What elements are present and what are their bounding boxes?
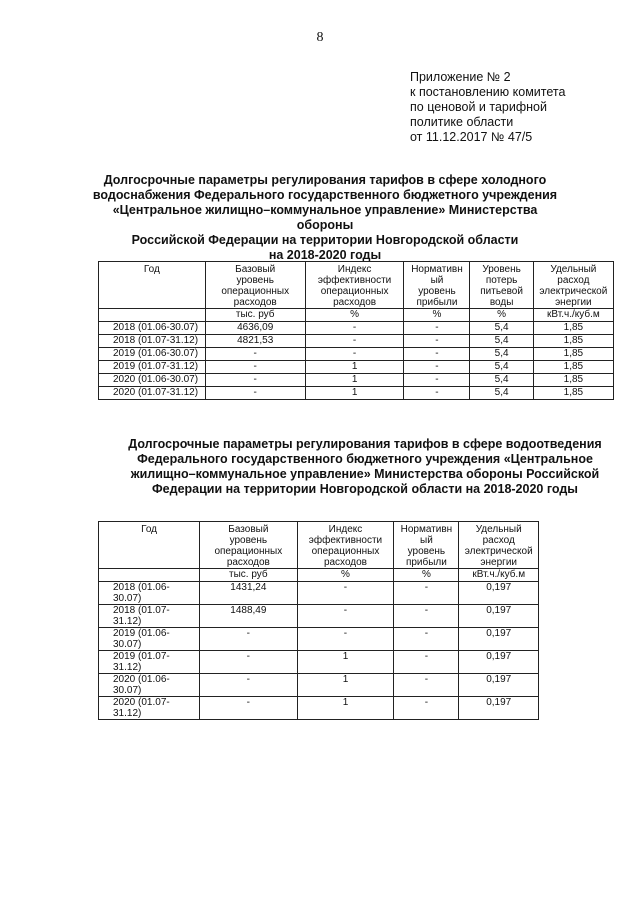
header-line: энергии: [480, 557, 517, 568]
value-cell: 5,4: [470, 361, 533, 374]
header-line: Индекс: [328, 524, 363, 535]
header-line: уровень: [229, 535, 268, 546]
value-cell: 0,197: [459, 628, 539, 651]
unit-cell: %: [305, 309, 404, 322]
value-cell: 1: [305, 374, 404, 387]
value-cell: -: [200, 697, 297, 720]
table-row: [99, 335, 614, 348]
header-line: энергии: [555, 297, 592, 308]
unit-cell: %: [404, 309, 470, 322]
header-line: эффективности: [317, 275, 392, 286]
year-cell: 2019 (01.06-30.07): [99, 348, 206, 361]
value-cell: 0,197: [459, 605, 539, 628]
unit-cell: [99, 309, 206, 322]
section1-title-line: Долгосрочные параметры регулирования тарифов в сфере холодного: [103, 173, 547, 187]
header-line: расходов: [333, 297, 377, 308]
header-line: электрической: [464, 546, 533, 557]
value-cell: -: [305, 348, 404, 361]
year-cell: 2018 (01.06-30.07): [99, 322, 206, 335]
section2-title-line: жилищно–коммунальное управление» Министерства обороны Российской: [130, 467, 600, 481]
value-cell: 5,4: [470, 387, 533, 400]
header-line: воды: [489, 297, 514, 308]
header-electricity: [459, 522, 539, 569]
value-cell: 1,85: [533, 322, 613, 335]
unit-cell: %: [394, 569, 459, 582]
value-cell: -: [404, 322, 470, 335]
wastewater-table: [98, 521, 539, 720]
value-cell: 1,85: [533, 335, 613, 348]
header-line: ый: [420, 535, 433, 546]
header-year: [99, 262, 206, 309]
header-line: Год: [143, 264, 160, 275]
header-line: уровень: [236, 275, 274, 286]
header-line: Уровень: [482, 264, 521, 275]
appendix-line: политике области: [410, 115, 514, 129]
value-cell: 1: [305, 361, 404, 374]
value-cell: -: [205, 387, 305, 400]
value-cell: 1,85: [533, 374, 613, 387]
header-line: Год: [141, 524, 158, 535]
header-line: операционных: [311, 546, 380, 557]
value-cell: 0,197: [459, 582, 539, 605]
section1-title: [90, 173, 560, 263]
table-header-row: [99, 522, 539, 569]
table-row: [99, 651, 539, 674]
header-line: прибыли: [416, 297, 458, 308]
value-cell: 5,4: [470, 374, 533, 387]
value-cell: 1: [297, 651, 394, 674]
appendix-line: от 11.12.2017 № 47/5: [410, 130, 533, 144]
value-cell: -: [404, 374, 470, 387]
unit-cell: тыс. руб: [205, 309, 305, 322]
value-cell: -: [200, 628, 297, 651]
year-cell: 2019 (01.07-31.12): [99, 361, 206, 374]
value-cell: -: [205, 361, 305, 374]
header-line: прибыли: [405, 557, 447, 568]
value-cell: -: [404, 387, 470, 400]
table-row: [99, 387, 614, 400]
year-cell: 2018 (01.06-30.07): [99, 582, 200, 605]
appendix-line: Приложение № 2: [410, 70, 511, 84]
units-row: [99, 569, 539, 582]
header-line: расходов: [233, 297, 277, 308]
unit-cell: [99, 569, 200, 582]
unit-cell: %: [470, 309, 533, 322]
header-line: расходов: [323, 557, 367, 568]
year-cell: 2018 (01.07-31.12): [99, 605, 200, 628]
value-cell: -: [394, 674, 459, 697]
section2-title: [100, 437, 630, 497]
section1-title-line: «Центральное жилищно–коммунальное управление» Министерства обороны: [112, 203, 538, 232]
appendix-block: [410, 70, 630, 145]
header-water-loss: [470, 262, 533, 309]
year-cell: 2020 (01.07-31.12): [99, 387, 206, 400]
header-line: электрической: [539, 286, 608, 297]
section2-title-line: Федерального государственного бюджетного учреждения «Центральное: [137, 452, 593, 466]
value-cell: -: [394, 582, 459, 605]
table-row: [99, 361, 614, 374]
value-cell: 1,85: [533, 348, 613, 361]
value-cell: 0,197: [459, 674, 539, 697]
header-line: уровень: [418, 286, 456, 297]
value-cell: -: [297, 605, 394, 628]
value-cell: 5,4: [470, 348, 533, 361]
year-cell: 2019 (01.06-30.07): [99, 628, 200, 651]
value-cell: 1: [305, 387, 404, 400]
header-base-costs: [200, 522, 297, 569]
value-cell: -: [394, 651, 459, 674]
header-line: Индекс: [337, 264, 372, 275]
value-cell: 4821,53: [205, 335, 305, 348]
header-line: Удельный: [475, 524, 522, 535]
year-cell: 2020 (01.06-30.07): [99, 674, 200, 697]
header-line: расход: [557, 275, 590, 286]
value-cell: -: [394, 605, 459, 628]
unit-cell: кВт.ч./куб.м: [533, 309, 613, 322]
header-line: Базовый: [235, 264, 276, 275]
page-number: 8: [316, 30, 324, 45]
header-efficiency-index: [305, 262, 404, 309]
header-year: [99, 522, 200, 569]
value-cell: 1488,49: [200, 605, 297, 628]
value-cell: -: [200, 674, 297, 697]
header-efficiency-index: [297, 522, 394, 569]
units-row: [99, 309, 614, 322]
value-cell: -: [305, 335, 404, 348]
value-cell: 0,197: [459, 651, 539, 674]
year-cell: 2019 (01.07-31.12): [99, 651, 200, 674]
value-cell: -: [404, 335, 470, 348]
section2-title-line: Долгосрочные параметры регулирования тарифов в сфере водоотведения: [128, 437, 602, 451]
section2-title-line: Федерации на территории Новгородской области на 2018-2020 годы: [152, 482, 578, 496]
header-line: Нормативн: [411, 264, 463, 275]
value-cell: -: [205, 348, 305, 361]
value-cell: 1: [297, 697, 394, 720]
header-line: операционных: [320, 286, 389, 297]
section1-title-line: Российской Федерации на территории Новгородской области: [131, 233, 519, 247]
year-cell: 2020 (01.07-31.12): [99, 697, 200, 720]
header-line: уровень: [407, 546, 446, 557]
unit-cell: тыс. руб: [200, 569, 297, 582]
table-row: [99, 348, 614, 361]
value-cell: 1,85: [533, 361, 613, 374]
appendix-line: к постановлению комитета: [410, 85, 566, 99]
value-cell: 5,4: [470, 322, 533, 335]
value-cell: -: [297, 582, 394, 605]
table-row: [99, 628, 539, 651]
header-line: расходов: [226, 557, 270, 568]
section1-title-line: водоснабжения Федерального государственного бюджетного учреждения: [92, 188, 558, 202]
value-cell: -: [200, 651, 297, 674]
header-electricity: [533, 262, 613, 309]
header-line: операционных: [214, 546, 283, 557]
header-base-costs: [205, 262, 305, 309]
value-cell: 5,4: [470, 335, 533, 348]
header-line: потерь: [485, 275, 518, 286]
appendix-line: по ценовой и тарифной: [410, 100, 547, 114]
value-cell: 0,197: [459, 697, 539, 720]
header-line: эффективности: [308, 535, 383, 546]
table-row: [99, 582, 539, 605]
table-row: [99, 322, 614, 335]
header-line: питьевой: [480, 286, 523, 297]
value-cell: 1431,24: [200, 582, 297, 605]
header-line: расход: [482, 535, 515, 546]
header-line: Нормативн: [400, 524, 453, 535]
header-profit-level: [404, 262, 470, 309]
value-cell: -: [394, 628, 459, 651]
value-cell: 1,85: [533, 387, 613, 400]
section1-title-line: на 2018-2020 годы: [268, 248, 382, 262]
value-cell: -: [404, 348, 470, 361]
unit-cell: кВт.ч./куб.м: [459, 569, 539, 582]
table-row: [99, 697, 539, 720]
table-row: [99, 674, 539, 697]
unit-cell: %: [297, 569, 394, 582]
value-cell: -: [394, 697, 459, 720]
header-line: ый: [430, 275, 444, 286]
value-cell: 4636,09: [205, 322, 305, 335]
header-line: Базовый: [228, 524, 269, 535]
header-line: Удельный: [550, 264, 597, 275]
value-cell: -: [305, 322, 404, 335]
table-row: [99, 605, 539, 628]
header-profit-level: [394, 522, 459, 569]
value-cell: -: [297, 628, 394, 651]
value-cell: -: [205, 374, 305, 387]
header-line: операционных: [221, 286, 290, 297]
table-header-row: [99, 262, 614, 309]
water-supply-table: [98, 261, 614, 400]
table-row: [99, 374, 614, 387]
year-cell: 2020 (01.06-30.07): [99, 374, 206, 387]
value-cell: 1: [297, 674, 394, 697]
value-cell: -: [404, 361, 470, 374]
year-cell: 2018 (01.07-31.12): [99, 335, 206, 348]
